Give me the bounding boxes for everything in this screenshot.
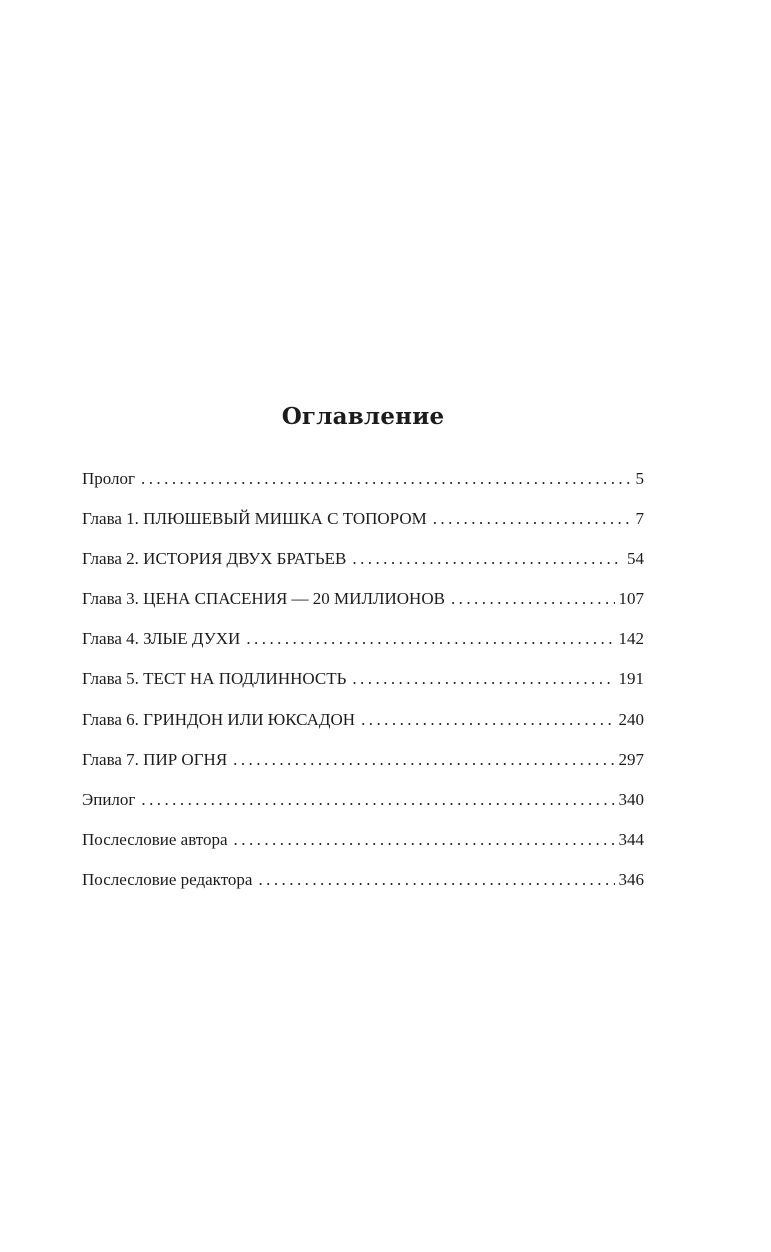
toc-entry-page: 344	[618, 829, 644, 849]
toc-entry-chapter-2	[82, 545, 644, 585]
toc-entry-page: 54	[627, 549, 644, 569]
toc-title: Оглавление	[281, 403, 445, 430]
dot-leader	[451, 585, 615, 613]
toc-entry-label: Глава 7. ПИР ОГНЯ	[82, 749, 228, 769]
toc-entry-label: Эпилог	[82, 789, 136, 809]
toc-entry-label: Глава 2. ИСТОРИЯ ДВУХ БРАТЬЕВ	[82, 549, 347, 569]
toc-entry-label: Послесловие автора	[82, 829, 228, 849]
toc-list	[82, 465, 644, 906]
toc-entry-chapter-7	[82, 746, 644, 786]
toc-entry-chapter-1	[82, 505, 644, 545]
toc-entry-author-afterword	[82, 826, 644, 866]
toc-entry-chapter-4	[82, 625, 644, 665]
toc-entry-label: Глава 6. ГРИНДОН ИЛИ ЮКСАДОН	[82, 709, 356, 729]
toc-entry-page: 346	[618, 869, 644, 889]
dot-leader	[352, 665, 614, 693]
toc-entry-prologue	[82, 465, 644, 505]
toc-entry-page: 5	[635, 469, 644, 488]
toc-entry-page: 191	[618, 669, 644, 689]
toc-entry-page: 107	[618, 589, 644, 609]
toc-entry-page: 142	[618, 629, 644, 649]
dot-leader	[433, 505, 630, 533]
toc-entry-page: 297	[618, 749, 644, 769]
toc-entry-label: Глава 1. ПЛЮШЕВЫЙ МИШКА С ТОПОРОМ	[82, 509, 427, 529]
toc-entry-page: 340	[618, 789, 644, 809]
toc-entry-label: Послесловие редактора	[82, 869, 253, 889]
toc-entry-label: Глава 4. ЗЛЫЕ ДУХИ	[82, 629, 241, 649]
toc-entry-chapter-6	[82, 706, 644, 746]
dot-leader	[258, 866, 614, 894]
toc-entry-chapter-3	[82, 585, 644, 625]
dot-leader	[141, 786, 614, 814]
dot-leader	[141, 465, 630, 493]
dot-leader	[246, 625, 614, 653]
toc-entry-label: Глава 3. ЦЕНА СПАСЕНИЯ — 20 МИЛЛИОНОВ	[82, 589, 445, 609]
toc-entry-label: Пролог	[82, 469, 136, 488]
toc-entry-editor-afterword	[82, 866, 644, 906]
dot-leader	[233, 746, 614, 774]
toc-entry-epilogue	[82, 786, 644, 826]
toc-entry-label: Глава 5. ТЕСТ НА ПОДЛИННОСТЬ	[82, 669, 347, 689]
dot-leader	[234, 826, 615, 854]
toc-entry-page: 240	[618, 709, 644, 729]
dot-leader	[361, 706, 614, 734]
toc-entry-chapter-5	[82, 665, 644, 705]
toc-entry-page: 7	[635, 509, 644, 529]
dot-leader	[352, 545, 623, 573]
